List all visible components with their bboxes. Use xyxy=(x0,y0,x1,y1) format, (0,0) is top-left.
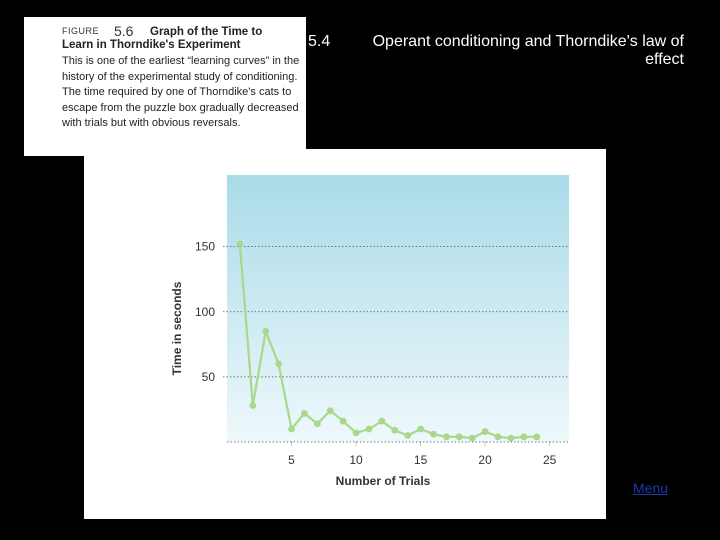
data-point xyxy=(443,433,450,440)
data-point xyxy=(482,428,489,435)
figure-caption-text: This is one of the earliest “learning curves” in the history of the experimental study of conditioning. The time required by one of Thorndike's cats to escape from the puzzle box gradually decreased with trials but with obvious reversals. xyxy=(62,55,300,129)
data-point xyxy=(417,426,424,433)
data-point xyxy=(237,241,244,248)
plot-area xyxy=(227,175,569,442)
slide-number: 5.4 xyxy=(308,33,331,50)
x-tick-label: 20 xyxy=(478,453,492,467)
data-point xyxy=(469,435,476,442)
data-point xyxy=(533,433,540,440)
menu-link[interactable]: Menu xyxy=(633,480,669,496)
figure-caption xyxy=(24,17,306,156)
data-point xyxy=(327,407,334,414)
chart-panel xyxy=(84,149,606,519)
y-axis-title: Time in seconds xyxy=(170,281,184,376)
data-point xyxy=(430,431,437,438)
data-point xyxy=(366,426,373,433)
x-tick-label: 10 xyxy=(349,453,363,467)
figure-label: FIGURE xyxy=(62,26,100,36)
figure-title-line2: Learn in Thorndike's Experiment xyxy=(62,39,241,51)
data-point xyxy=(404,432,411,439)
data-point xyxy=(508,435,515,442)
y-tick-label: 50 xyxy=(201,369,215,384)
slide-title: Operant conditioning and Thorndike's law of effect xyxy=(372,33,684,68)
x-axis-title: Number of Trials xyxy=(335,474,431,488)
data-point xyxy=(456,433,463,440)
x-tick-label: 5 xyxy=(288,453,295,467)
data-point xyxy=(262,328,269,335)
y-tick-label: 100 xyxy=(194,304,215,319)
data-point xyxy=(314,420,321,427)
data-point xyxy=(275,360,282,367)
data-point xyxy=(249,402,256,409)
y-tick-label: 150 xyxy=(194,239,215,254)
x-tick-label: 25 xyxy=(542,453,557,467)
data-point xyxy=(391,427,398,434)
figure-title-line1: Graph of the Time to xyxy=(150,26,263,38)
data-point xyxy=(301,410,308,417)
data-point xyxy=(378,418,385,425)
data-point xyxy=(340,418,347,425)
x-tick-label: 15 xyxy=(413,453,428,467)
data-point xyxy=(495,433,502,440)
data-point xyxy=(353,429,360,436)
data-point xyxy=(520,433,527,440)
figure-number: 5.6 xyxy=(114,23,134,39)
data-point xyxy=(288,426,295,433)
learning-curve-chart xyxy=(84,149,606,519)
